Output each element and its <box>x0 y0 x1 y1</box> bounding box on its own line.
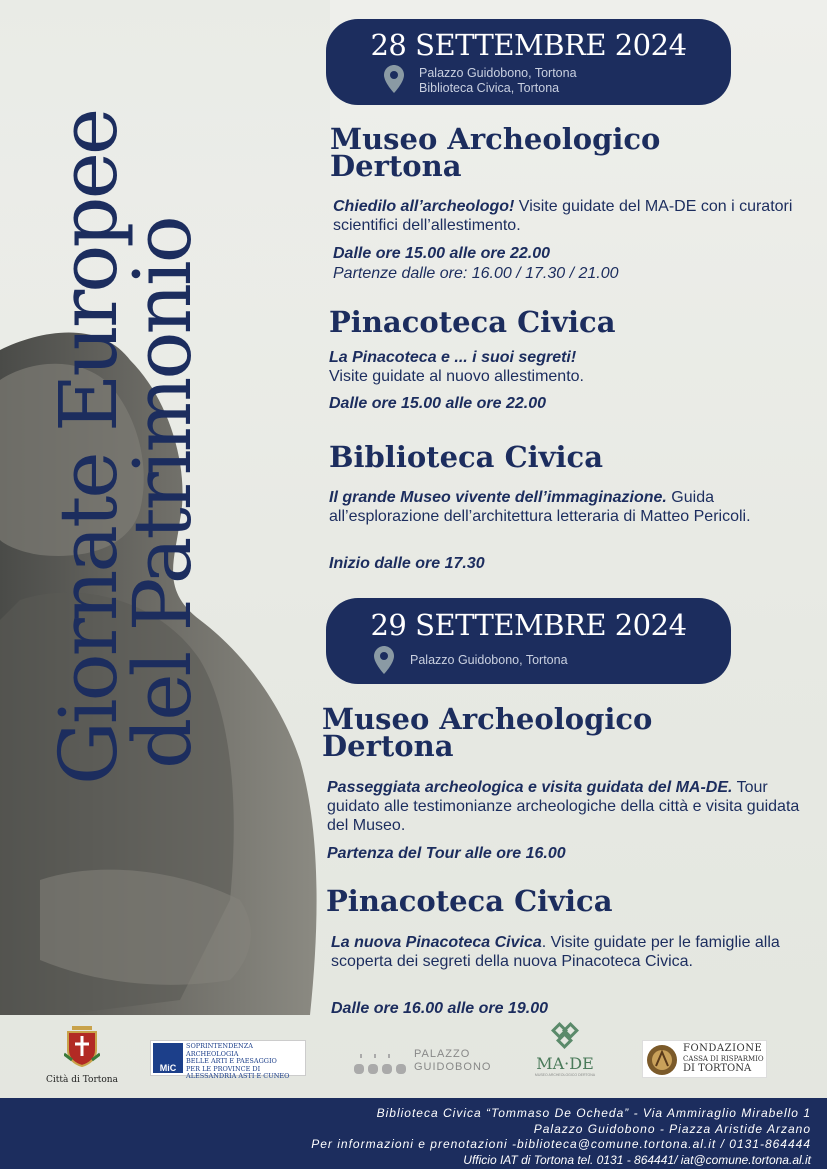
footer-line: Palazzo Guidobono - Piazza Aristide Arzano <box>533 1121 811 1136</box>
palazzo-line: GUIDOBONO <box>414 1061 492 1073</box>
footer-line: Per informazioni e prenotazioni -biblioteca@comune.tortona.al.it / 0131-864444 <box>311 1137 811 1151</box>
location-pin-icon <box>384 65 404 93</box>
palazzo-line: PALAZZO <box>414 1048 471 1060</box>
location-2: Biblioteca Civica, Tortona <box>419 81 560 95</box>
date-day2: 29 SETTEMBRE 2024 <box>370 608 687 642</box>
event-extra: Partenze dalle ore: 16.00 / 17.30 / 21.00 <box>333 265 619 282</box>
footer-line: Biblioteca Civica “Tommaso De Ocheda” - Via Ammiraglio Mirabello 1 <box>376 1106 811 1120</box>
event-time: Dalle ore 15.00 alle ore 22.00 <box>329 395 547 412</box>
logo-citta-tortona <box>42 1024 122 1085</box>
vertical-title <box>42 110 209 785</box>
footer <box>0 1098 827 1169</box>
fondazione-emblem-icon <box>646 1044 678 1076</box>
logo-palazzo-guidobono <box>352 1046 502 1078</box>
date-day1: 28 SETTEMBRE 2024 <box>370 28 687 62</box>
title-line-2: del Patrimonio <box>115 218 209 769</box>
sop-line: BELLE ARTI E PAESAGGIO <box>186 1057 277 1065</box>
event-description: La Pinacoteca e ... i suoi segreti! Visite guidate al nuovo allestimento. <box>329 349 584 385</box>
location-pin-icon <box>374 646 394 674</box>
made-sub: MUSEO ARCHEOLOGICO DERTONA <box>534 1073 596 1077</box>
made-knot-icon <box>550 1022 580 1050</box>
location-1: Palazzo Guidobono, Tortona <box>419 66 577 80</box>
event-time: Inizio dalle ore 17.30 <box>329 555 485 572</box>
event-description: Il grande Museo vivente dell’immaginazione. Guida all’esplorazione dell’architettura letteraria di Matteo Pericoli. <box>329 489 751 525</box>
sop-line: PER LE PROVINCE DI <box>186 1064 261 1073</box>
event-description: Chiedilo all’archeologo! Visite guidate del MA-DE con i curatori scientifici dell’allestimento. <box>333 198 793 234</box>
event-time: Dalle ore 16.00 alle ore 19.00 <box>331 1000 549 1017</box>
title-line-1: Giornate Europee <box>42 110 135 785</box>
fond-line: DI TORTONA <box>683 1063 752 1074</box>
fond-line: FONDAZIONE <box>683 1043 763 1054</box>
event-title: Pinacoteca Civica <box>329 305 616 339</box>
date-box-day1 <box>326 19 731 105</box>
event-time: Partenza del Tour alle ore 16.00 <box>327 845 566 862</box>
locations-day1 <box>419 66 577 96</box>
mic-badge: MiC <box>153 1043 183 1073</box>
event-description: Passeggiata archeologica e visita guidata del MA-DE. Tour guidato alle testimonianze archeologiche della città e visita guidata del Museo. <box>327 779 800 834</box>
arches-icon <box>354 1054 410 1074</box>
event-time: Dalle ore 15.00 alle ore 22.00 <box>333 245 551 262</box>
logo-tortona-label: Città di Tortona <box>46 1075 118 1085</box>
event-description: La nuova Pinacoteca Civica. Visite guidate per le famiglie alla scoperta dei segreti della nuova Pinacoteca Civica. <box>331 934 780 970</box>
logo-made <box>530 1022 600 1077</box>
sop-line: SOPRINTENDENZA ARCHEOLOGIA <box>186 1042 253 1058</box>
event-title: Biblioteca Civica <box>329 440 603 474</box>
tortona-crest-icon <box>64 1024 100 1068</box>
date-box-day2 <box>326 598 731 684</box>
location-1: Palazzo Guidobono, Tortona <box>410 653 568 667</box>
fond-line: CASSA DI RISPARMIO <box>683 1055 764 1063</box>
event-title: Museo Archeologico Dertona <box>330 122 661 183</box>
footer-line: Ufficio IAT di Tortona tel. 0131 - 864441/ iat@comune.tortona.al.it <box>463 1152 811 1167</box>
sponsor-logos <box>0 1020 827 1098</box>
made-label: MA·DE <box>536 1054 594 1073</box>
logo-fondazione <box>642 1040 767 1078</box>
logo-soprintendenza <box>150 1040 306 1080</box>
event-title: Pinacoteca Civica <box>326 884 613 918</box>
sop-line: ALESSANDRIA ASTI E CUNEO <box>186 1072 290 1080</box>
event-title: Museo Archeologico Dertona <box>322 702 653 763</box>
